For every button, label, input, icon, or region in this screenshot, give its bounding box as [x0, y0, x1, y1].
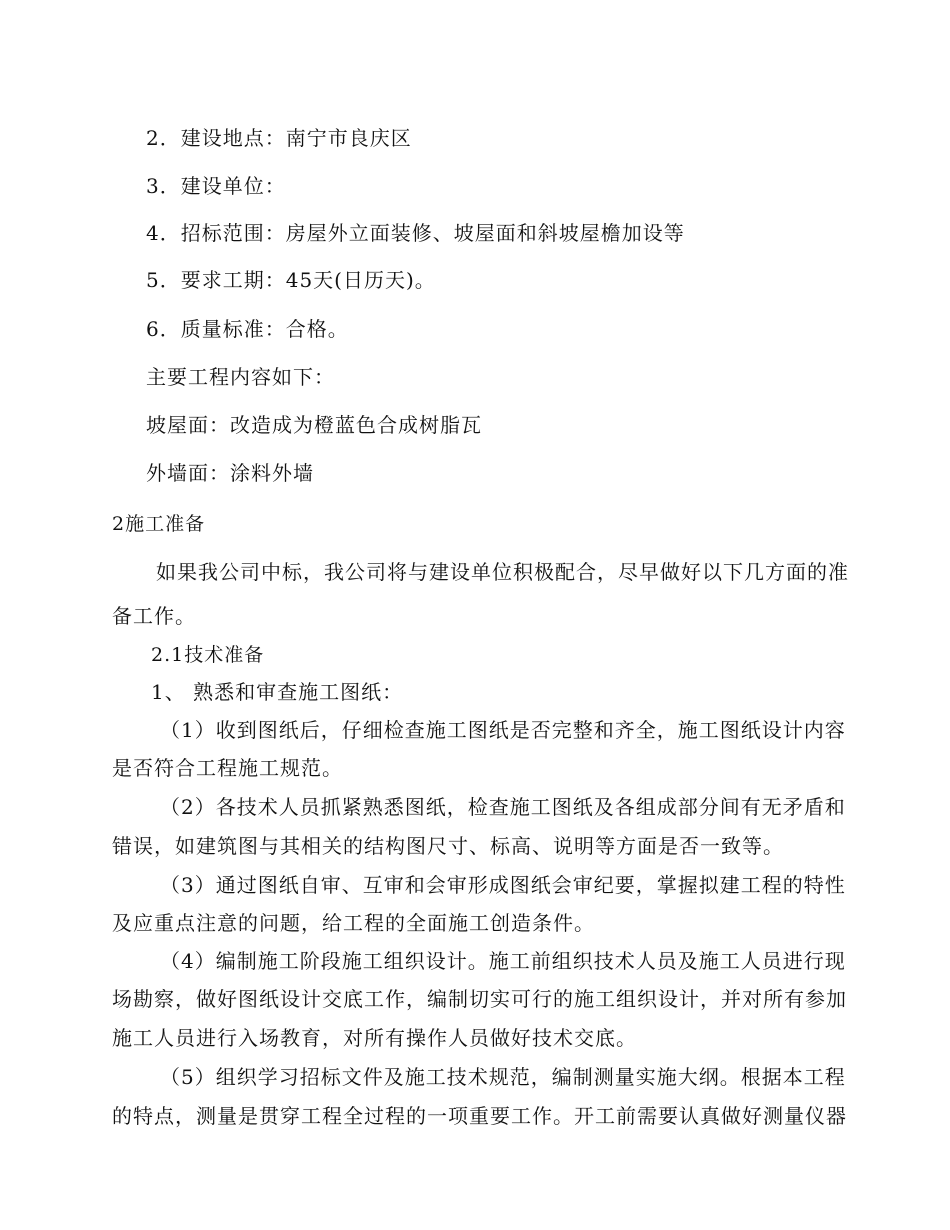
section-heading-construction-prep: 2施工准备 — [112, 513, 206, 535]
paragraph-line: （1）收到图纸后，仔细检查施工图纸是否完整和齐全，施工图纸设计内容 — [160, 718, 846, 742]
paragraph-line: 施工人员进行入场教育，对所有操作人员做好技术交底。 — [112, 1026, 637, 1050]
paragraph-line: 备工作。 — [112, 604, 196, 628]
paragraph-line: （4）编制施工阶段施工组织设计。施工前组织技术人员及施工人员进行现 — [160, 949, 846, 973]
paragraph-line: 错误，如建筑图与其相关的结构图尺寸、标高、说明等方面是否一致等。 — [112, 834, 784, 858]
paragraph-line: 是否符合工程施工规范。 — [112, 756, 343, 780]
paragraph-line: （5）组织学习招标文件及施工技术规范，编制测量实施大纲。根据本工程 — [160, 1065, 846, 1089]
paragraph-line: 及应重点注意的问题，给工程的全面施工创造条件。 — [112, 911, 595, 935]
list-item-quality-standard: 6．质量标准：合格。 — [146, 317, 349, 341]
main-works-heading: 主要工程内容如下： — [146, 365, 335, 389]
list-item-bidding-scope: 4．招标范围：房屋外立面装修、坡屋面和斜坡屋檐加设等 — [146, 221, 685, 245]
paragraph-line: （2）各技术人员抓紧熟悉图纸，检查施工图纸及各组成部分间有无矛盾和 — [160, 795, 846, 819]
item-heading-review-drawings: 1、 熟悉和审查施工图纸： — [151, 680, 404, 704]
list-item-construction-unit: 3．建设单位： — [146, 174, 286, 198]
list-item-required-duration: 5．要求工期：45天(日历天)。 — [146, 268, 436, 292]
paragraph-line: （3）通过图纸自审、互审和会审形成图纸会审纪要，掌握拟建工程的特性 — [160, 873, 846, 897]
paragraph-line: 的特点，测量是贯穿工程全过程的一项重要工作。开工前需要认真做好测量仪器 — [112, 1104, 847, 1128]
list-item-construction-location: 2．建设地点：南宁市良庆区 — [146, 126, 412, 150]
paragraph-line: 如果我公司中标，我公司将与建设单位积极配合，尽早做好以下几方面的准 — [156, 560, 849, 584]
subsection-heading-technical-prep: 2.1技术准备 — [151, 644, 265, 666]
paragraph-line: 场勘察，做好图纸设计交底工作，编制切实可行的施工组织设计，并对所有参加 — [112, 987, 847, 1011]
slope-roof-line: 坡屋面：改造成为橙蓝色合成树脂瓦 — [146, 413, 482, 437]
exterior-wall-line: 外墙面：涂料外墙 — [146, 461, 314, 485]
